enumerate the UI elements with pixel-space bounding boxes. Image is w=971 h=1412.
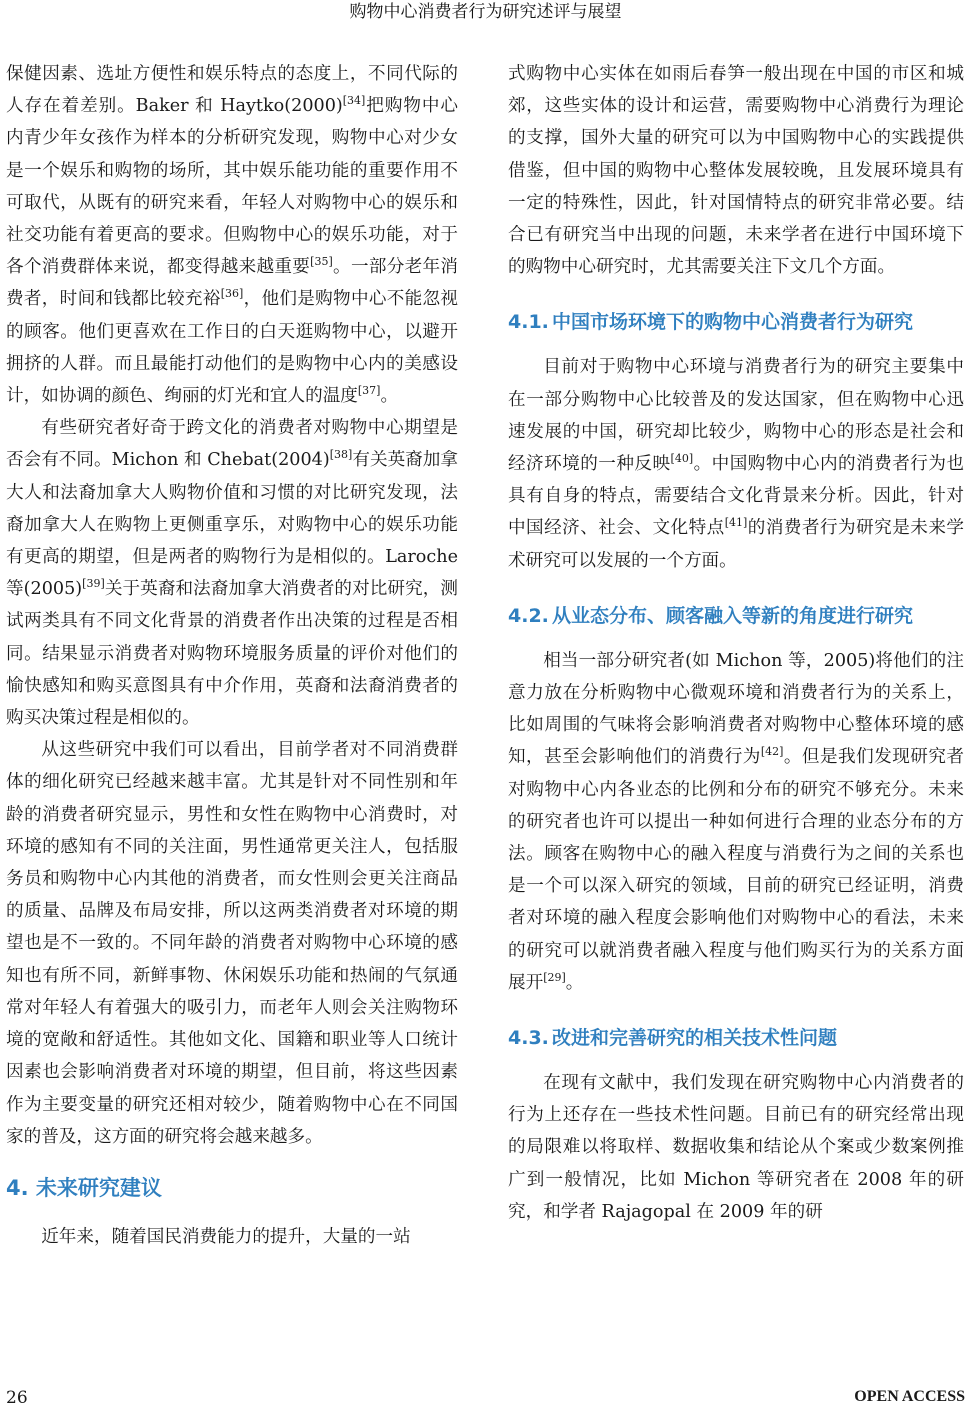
subsection-heading: 4.3. 改进和完善研究的相关技术性问题	[508, 1027, 838, 1050]
body-paragraph: 相当一部分研究者(如 Michon 等，2005)将他们的注意力放在分析购物中心微观环境和消费者行为的关系上，比如周围的气味将会影响消费者对购物中心整体环境的感知，甚至会影响他们的消费行为[42]。但是我们发现研究者对购物中心内各业态的比例和分布的研究不够充分。未来的研究者也许可以提出一种如何进行合理的业态分布的方法。顾客在购物中心的融入程度与消费行为之间的关系也是一个可以深入研究的领域，目前的研究已经证明，消费者对环境的融入程度会影响他们对购物中心的看法，未来的研究可以就消费者融入程度与他们购买行为的关系方面展开[29]。	[508, 650, 964, 993]
subsection-heading: 4.1. 中国市场环境下的购物中心消费者行为研究	[508, 311, 914, 334]
citation[interactable]: [34]	[342, 94, 366, 108]
citation[interactable]: [29]	[543, 971, 566, 985]
open-access-label: OPEN ACCESS	[854, 1388, 965, 1405]
body-paragraph: 有些研究者好奇于跨文化的消费者对购物中心期望是否会有不同。Michon 和 Chebat(2004)[38]有关英裔加拿大人和法裔加拿大人购物价值和习惯的对比研究发现，法裔加拿大人在购物上更侧重享乐，对购物中心的娱乐功能有更高的期望，但是两者的购物行为是相似的。Laroche 等(2005)[39]关于英裔和法裔加拿大消费者的对比研究，测试两类具有不同文化背景的消费者作出决策的过程是否相同。结果显示消费者对购物环境服务质量的评价对他们的愉快感知和购买意图具有中介作用，英裔和法裔消费者的购买决策过程是相似的。	[6, 418, 458, 729]
citation[interactable]: [35]	[310, 255, 333, 269]
subsection-heading: 4.2. 从业态分布、顾客融入等新的角度进行研究	[508, 604, 914, 627]
page-number: 26	[6, 1388, 28, 1408]
body-paragraph: 目前对于购物中心环境与消费者行为的研究主要集中在一部分购物中心比较普及的发达国家，但在购物中心迅速发展的中国，研究却比较少，购物中心的形态是社会和经济环境的一种反映[40]。中国购物中心内的消费者行为也具有自身的特点，需要结合文化背景来分析。因此，针对中国经济、社会、文化特点[41]的消费者行为研究是未来学术研究可以发展的一个方面。	[508, 357, 964, 571]
citation[interactable]: [41]	[724, 516, 748, 530]
citation[interactable]: [39]	[82, 577, 105, 591]
section-heading: 4. 未来研究建议	[6, 1175, 162, 1200]
body-paragraph: 在现有文献中，我们发现在研究购物中心内消费者的行为上还存在一些技术性问题。目前已有的研究经常出现的局限难以将取样、数据收集和结论从个案或少数案例推广到一般情况，比如 Michon 等研究者在 2008 年的研究，和学者 Rajagopal 在 2009 年的研	[508, 1073, 964, 1222]
body-paragraph: 保健因素、选址方便性和娱乐特点的态度上，不同代际的人存在着差别。Baker 和 Haytko(2000)[34]把购物中心内青少年女孩作为样本的分析研究发现，购物中心对少女是一个娱乐和购物的场所，其中娱乐能功能的重要作用不可取代，从既有的研究来看，年轻人对购物中心的娱乐和社交功能有着更高的要求。但购物中心的娱乐功能，对于各个消费群体来说，都变得越来越重要[35]。一部分老年消费者，时间和钱都比较充裕[36]，他们是购物中心不能忽视的顾客。他们更喜欢在工作日的白天逛购物中心，以避开拥挤的人群。而且最能打动他们的是购物中心内的美感设计，如协调的颜色、绚丽的灯光和宜人的温度[37]。	[6, 64, 458, 407]
citation[interactable]: [38]	[329, 448, 353, 462]
body-paragraph: 式购物中心实体在如雨后春笋一般出现在中国的市区和城郊，这些实体的设计和运营，需要购物中心消费行为理论的支撑，国外大量的研究可以为中国购物中心的实践提供借鉴，但中国的购物中心整体发展较晚，且发展环境具有一定的特殊性，因此，针对国情特点的研究非常必要。结合已有研究当中出现的问题，未来学者在进行中国环境下的购物中心研究时，尤其需要关注下文几个方面。	[508, 64, 964, 278]
citation[interactable]: [42]	[760, 745, 784, 759]
right-column	[508, 58, 964, 1228]
citation[interactable]: [37]	[357, 384, 381, 398]
citation[interactable]: [40]	[670, 452, 694, 466]
body-paragraph: 从这些研究中我们可以看出，目前学者对不同消费群体的细化研究已经越来越丰富。尤其是针对不同性别和年龄的消费者研究显示，男性和女性在购物中心消费时，对环境的感知有不同的关注面，男性通常更关注人，包括服务员和购物中心内其他的消费者，而女性则会更关注商品的质量、品牌及布局安排，所以这两类消费者对环境的期望也是不一致的。不同年龄的消费者对购物中心环境的感知也有所不同，新鲜事物、休闲娱乐功能和热闹的气氛通常对年轻人有着强大的吸引力，而老年人则会关注购物环境的宽敞和舒适性。其他如文化、国籍和职业等人口统计因素也会影响消费者对环境的期望，但目前，将这些因素作为主要变量的研究还相对较少，随着购物中心在不同国家的普及，这方面的研究将会越来越多。	[6, 740, 458, 1147]
body-paragraph: 近年来，随着国民消费能力的提升，大量的一站	[41, 1226, 411, 1247]
citation[interactable]: [36]	[220, 287, 244, 301]
left-column	[6, 58, 458, 1253]
running-head: 购物中心消费者行为研究述评与展望	[349, 2, 622, 22]
